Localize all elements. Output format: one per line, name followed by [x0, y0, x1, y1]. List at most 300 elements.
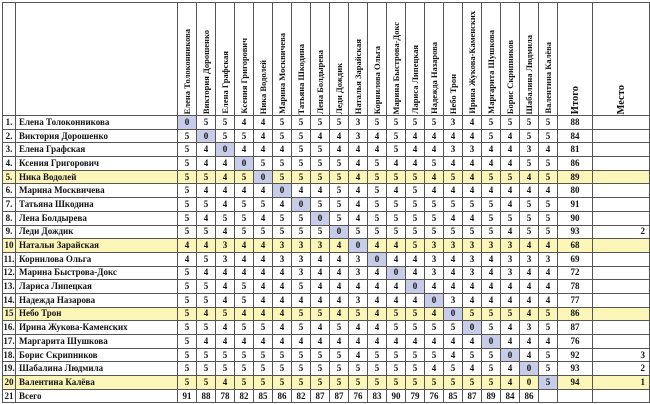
score-cell: 5	[197, 321, 216, 335]
place-cell	[593, 321, 650, 335]
score-cell: 5	[539, 170, 558, 184]
score-cell: 85	[444, 389, 463, 403]
score-cell: 4	[311, 184, 330, 198]
column-header	[539, 3, 558, 116]
header-row	[3, 3, 650, 116]
score-cell: 3	[539, 252, 558, 266]
score-cell: 4	[349, 198, 368, 212]
row-number: 15	[3, 307, 16, 321]
score-cell: 5	[444, 321, 463, 335]
score-cell: 5	[178, 129, 197, 143]
score-cell: 4	[197, 266, 216, 280]
score-cell: 4	[482, 184, 501, 198]
score-cell: 5	[406, 198, 425, 212]
column-header	[311, 3, 330, 116]
participant-name: Виктория Дорошенко	[16, 129, 178, 143]
score-cell: 4	[254, 266, 273, 280]
row-number: 18.	[3, 348, 16, 362]
score-cell: 0	[482, 335, 501, 349]
score-cell: 4	[292, 184, 311, 198]
score-cell: 4	[349, 280, 368, 294]
score-cell: 5	[311, 157, 330, 171]
score-cell: 4	[254, 184, 273, 198]
score-cell: 5	[482, 211, 501, 225]
score-cell: 84	[501, 389, 520, 403]
score-cell: 5	[539, 348, 558, 362]
score-cell: 4	[368, 266, 387, 280]
score-cell: 5	[216, 211, 235, 225]
score-cell: 3	[273, 239, 292, 253]
score-cell: 5	[330, 116, 349, 130]
score-cell: 3	[349, 129, 368, 143]
score-cell: 4	[311, 280, 330, 294]
score-cell: 4	[482, 280, 501, 294]
score-cell: 5	[216, 116, 235, 130]
score-cell: 4	[425, 280, 444, 294]
score-cell: 5	[178, 321, 197, 335]
table-row	[3, 362, 650, 376]
score-cell: 5	[406, 116, 425, 130]
score-cell: 4	[444, 252, 463, 266]
score-cell: 5	[463, 376, 482, 390]
score-cell: 5	[273, 348, 292, 362]
table-row	[3, 376, 650, 390]
column-header-label: Ника Водолей	[258, 59, 268, 114]
score-cell: 4	[463, 116, 482, 130]
score-cell: 5	[311, 143, 330, 157]
column-header-label: Борис Скрипников	[505, 39, 515, 114]
score-cell: 5	[482, 376, 501, 390]
table-row	[3, 321, 650, 335]
score-cell: 0	[330, 225, 349, 239]
score-cell: 4	[254, 211, 273, 225]
score-cell: 5	[292, 170, 311, 184]
score-cell: 5	[387, 376, 406, 390]
score-cell: 4	[406, 143, 425, 157]
score-cell: 3	[463, 252, 482, 266]
score-cell: 5	[520, 211, 539, 225]
total-header	[558, 3, 593, 116]
score-cell: 0	[520, 362, 539, 376]
score-cell: 5	[292, 376, 311, 390]
place-cell	[593, 170, 650, 184]
score-cell: 4	[425, 362, 444, 376]
column-header-label: Надежда Назарова	[429, 42, 439, 114]
score-cell: 5	[520, 116, 539, 130]
score-cell: 3	[501, 266, 520, 280]
score-cell: 3	[463, 143, 482, 157]
score-cell: 5	[273, 116, 292, 130]
score-cell: 5	[349, 225, 368, 239]
score-cell: 4	[444, 211, 463, 225]
score-cell: 4	[501, 362, 520, 376]
total-cell	[558, 389, 593, 403]
score-cell: 3	[482, 239, 501, 253]
score-cell: 4	[539, 280, 558, 294]
column-header-label: Наталья Зарайская	[353, 38, 363, 114]
score-cell: 4	[425, 143, 444, 157]
score-cell: 3	[349, 252, 368, 266]
score-cell: 5	[387, 321, 406, 335]
table-row	[3, 335, 650, 349]
score-cell: 5	[349, 376, 368, 390]
score-cell: 3	[349, 293, 368, 307]
row-number: 20	[3, 376, 16, 390]
column-header-label: Марина Москвичева	[277, 33, 287, 114]
participant-name: Надежда Назарова	[16, 293, 178, 307]
total-cell: 77	[558, 293, 593, 307]
score-cell: 4	[520, 335, 539, 349]
place-cell	[593, 184, 650, 198]
score-cell: 4	[387, 184, 406, 198]
total-cell: 91	[558, 198, 593, 212]
score-cell: 5	[425, 376, 444, 390]
score-cell: 5	[330, 211, 349, 225]
score-cell: 5	[178, 170, 197, 184]
column-header	[425, 3, 444, 116]
score-cell: 5	[197, 252, 216, 266]
score-cell: 4	[349, 184, 368, 198]
score-cell: 3	[444, 239, 463, 253]
column-header	[197, 3, 216, 116]
column-header	[520, 3, 539, 116]
score-cell: 5	[273, 157, 292, 171]
participant-name: Ксения Григорович	[16, 157, 178, 171]
total-cell: 90	[558, 211, 593, 225]
score-cell: 5	[178, 266, 197, 280]
score-cell: 5	[292, 157, 311, 171]
total-cell: 69	[558, 252, 593, 266]
score-cell: 4	[501, 321, 520, 335]
score-cell: 0	[520, 376, 539, 390]
score-cell: 5	[520, 198, 539, 212]
score-cell: 4	[311, 293, 330, 307]
score-cell: 5	[349, 362, 368, 376]
score-cell: 4	[463, 184, 482, 198]
total-cell: 80	[558, 184, 593, 198]
score-cell: 4	[539, 266, 558, 280]
participant-name: Всего	[16, 389, 178, 403]
score-cell: 4	[406, 335, 425, 349]
table-row	[3, 116, 650, 130]
score-cell: 5	[406, 184, 425, 198]
score-cell: 4	[197, 335, 216, 349]
score-cell: 4	[197, 184, 216, 198]
score-cell: 5	[444, 362, 463, 376]
place-cell	[593, 293, 650, 307]
score-cell: 5	[520, 157, 539, 171]
score-cell: 5	[387, 362, 406, 376]
score-cell: 4	[463, 335, 482, 349]
total-cell: 93	[558, 362, 593, 376]
score-cell: 0	[254, 170, 273, 184]
score-cell: 5	[178, 362, 197, 376]
column-header-label: Ирина Жукова-Каменских	[467, 11, 477, 114]
table-body	[3, 116, 650, 403]
score-cell: 4	[254, 239, 273, 253]
place-cell: 2	[593, 362, 650, 376]
score-cell: 86	[273, 389, 292, 403]
participant-name: Марина Быстрова-Докс	[16, 266, 178, 280]
score-cell: 4	[273, 321, 292, 335]
score-cell: 4	[235, 266, 254, 280]
score-cell: 0	[197, 129, 216, 143]
score-cell: 4	[387, 293, 406, 307]
total-cell: 76	[558, 335, 593, 349]
score-cell: 4	[501, 280, 520, 294]
score-cell: 4	[520, 280, 539, 294]
table-row	[3, 293, 650, 307]
column-header-label: Татьяна Шкодина	[296, 43, 306, 114]
table-row	[3, 170, 650, 184]
score-cell: 5	[311, 170, 330, 184]
score-cell: 5	[444, 225, 463, 239]
row-number: 8.	[3, 211, 16, 225]
total-cell: 78	[558, 280, 593, 294]
score-cell: 4	[292, 335, 311, 349]
score-cell: 5	[425, 225, 444, 239]
results-table	[2, 2, 650, 403]
score-cell: 5	[368, 184, 387, 198]
score-cell: 5	[197, 293, 216, 307]
score-cell: 5	[406, 307, 425, 321]
table-row	[3, 266, 650, 280]
score-cell: 5	[273, 362, 292, 376]
score-cell: 5	[425, 116, 444, 130]
score-cell: 4	[501, 335, 520, 349]
score-cell: 5	[387, 116, 406, 130]
score-cell: 5	[273, 211, 292, 225]
score-cell: 5	[387, 211, 406, 225]
score-cell: 3	[501, 252, 520, 266]
score-cell: 5	[368, 157, 387, 171]
score-cell: 4	[482, 266, 501, 280]
column-header	[216, 3, 235, 116]
score-cell: 4	[311, 129, 330, 143]
score-cell: 3	[216, 239, 235, 253]
participant-name: Шабалина Людмила	[16, 362, 178, 376]
column-header	[178, 3, 197, 116]
column-header-label: Елена Толоконникова	[182, 28, 192, 114]
score-cell: 5	[482, 116, 501, 130]
score-cell: 5	[235, 170, 254, 184]
score-cell: 5	[406, 211, 425, 225]
score-cell: 4	[463, 211, 482, 225]
score-cell: 5	[178, 143, 197, 157]
score-cell: 5	[292, 307, 311, 321]
score-cell: 4	[425, 170, 444, 184]
score-cell: 4	[368, 280, 387, 294]
total-cell: 84	[558, 129, 593, 143]
column-header-label: Шабалина Людмила	[524, 34, 534, 114]
score-cell: 3	[216, 252, 235, 266]
score-cell	[539, 389, 558, 403]
column-header	[254, 3, 273, 116]
column-header	[368, 3, 387, 116]
total-cell: 81	[558, 143, 593, 157]
score-cell: 5	[387, 129, 406, 143]
score-cell: 5	[235, 280, 254, 294]
score-cell: 4	[216, 184, 235, 198]
score-cell: 4	[501, 293, 520, 307]
score-cell: 5	[330, 348, 349, 362]
score-cell: 5	[273, 170, 292, 184]
score-cell: 5	[197, 116, 216, 130]
score-cell: 5	[444, 170, 463, 184]
column-header	[387, 3, 406, 116]
score-cell: 4	[444, 348, 463, 362]
score-cell: 87	[463, 389, 482, 403]
score-cell: 5	[292, 348, 311, 362]
score-cell: 0	[501, 348, 520, 362]
score-cell: 5	[330, 170, 349, 184]
score-cell: 0	[444, 307, 463, 321]
table-row	[3, 157, 650, 171]
row-number: 4.	[3, 157, 16, 171]
score-cell: 3	[520, 143, 539, 157]
score-cell: 0	[178, 116, 197, 130]
score-cell: 0	[387, 266, 406, 280]
score-cell: 4	[444, 266, 463, 280]
score-cell: 4	[235, 239, 254, 253]
score-cell: 4	[482, 293, 501, 307]
place-cell	[593, 116, 650, 130]
score-cell: 4	[197, 211, 216, 225]
score-cell: 4	[330, 266, 349, 280]
score-cell: 5	[197, 170, 216, 184]
score-cell: 5	[292, 321, 311, 335]
participant-name: Леди Дождик	[16, 225, 178, 239]
row-number: 10	[3, 239, 16, 253]
column-header-label: Небо Трон	[448, 73, 458, 114]
score-cell: 4	[273, 280, 292, 294]
table-row	[3, 225, 650, 239]
score-cell: 0	[311, 211, 330, 225]
score-cell: 4	[520, 348, 539, 362]
participant-name: Лариса Липецкая	[16, 280, 178, 294]
score-cell: 4	[235, 252, 254, 266]
score-cell: 3	[425, 266, 444, 280]
score-cell: 5	[178, 157, 197, 171]
score-cell: 5	[539, 362, 558, 376]
score-cell: 4	[330, 280, 349, 294]
score-cell: 5	[368, 362, 387, 376]
score-cell: 4	[292, 293, 311, 307]
score-cell: 4	[520, 293, 539, 307]
score-cell: 5	[254, 157, 273, 171]
place-cell	[593, 198, 650, 212]
score-cell: 4	[406, 293, 425, 307]
score-cell: 4	[216, 225, 235, 239]
score-cell: 3	[444, 116, 463, 130]
score-cell: 82	[235, 389, 254, 403]
score-cell: 0	[216, 143, 235, 157]
score-cell: 5	[311, 225, 330, 239]
score-cell: 3	[463, 266, 482, 280]
score-cell: 4	[235, 143, 254, 157]
score-cell: 5	[311, 307, 330, 321]
score-cell: 4	[216, 266, 235, 280]
score-cell: 4	[368, 293, 387, 307]
score-cell: 4	[330, 239, 349, 253]
place-cell	[593, 389, 650, 403]
score-cell: 5	[539, 225, 558, 239]
score-cell: 5	[406, 362, 425, 376]
score-cell: 0	[425, 293, 444, 307]
score-cell: 5	[216, 307, 235, 321]
score-cell: 5	[235, 321, 254, 335]
score-cell: 4	[216, 321, 235, 335]
column-header-label: Маргарита Шушкова	[486, 30, 496, 114]
row-number: 9.	[3, 225, 16, 239]
column-header-label: Лариса Липецкая	[410, 45, 420, 114]
score-cell: 5	[444, 198, 463, 212]
score-cell: 4	[368, 335, 387, 349]
score-cell: 4	[444, 335, 463, 349]
row-number: 1.	[3, 116, 16, 130]
score-cell: 5	[406, 321, 425, 335]
score-cell: 5	[197, 348, 216, 362]
place-cell	[593, 129, 650, 143]
score-cell: 86	[520, 389, 539, 403]
score-cell: 4	[197, 307, 216, 321]
score-cell: 5	[330, 157, 349, 171]
score-cell: 4	[311, 266, 330, 280]
score-cell: 0	[463, 321, 482, 335]
score-cell: 5	[482, 129, 501, 143]
score-cell: 5	[539, 307, 558, 321]
score-cell: 4	[235, 184, 254, 198]
column-header	[292, 3, 311, 116]
score-cell: 5	[197, 362, 216, 376]
score-cell: 4	[520, 184, 539, 198]
score-cell: 5	[311, 348, 330, 362]
header-num-cell	[3, 3, 16, 116]
score-cell: 4	[349, 348, 368, 362]
score-cell: 3	[292, 239, 311, 253]
score-cell: 5	[235, 225, 254, 239]
place-cell	[593, 157, 650, 171]
score-cell: 0	[292, 198, 311, 212]
row-number: 3.	[3, 143, 16, 157]
score-cell: 83	[368, 389, 387, 403]
score-cell: 5	[197, 280, 216, 294]
place-cell	[593, 335, 650, 349]
score-cell: 5	[444, 376, 463, 390]
score-cell: 4	[406, 157, 425, 171]
score-cell: 4	[368, 239, 387, 253]
participant-name: Татьяна Шкодина	[16, 198, 178, 212]
score-cell: 5	[292, 129, 311, 143]
column-header	[463, 3, 482, 116]
score-cell: 5	[197, 225, 216, 239]
table-row	[3, 348, 650, 362]
place-cell	[593, 252, 650, 266]
score-cell: 87	[311, 389, 330, 403]
score-cell: 4	[406, 266, 425, 280]
score-cell: 4	[216, 170, 235, 184]
score-cell: 5	[425, 157, 444, 171]
score-cell: 5	[273, 129, 292, 143]
row-number: 5.	[3, 170, 16, 184]
score-cell: 3	[311, 239, 330, 253]
score-cell: 4	[330, 335, 349, 349]
score-cell: 82	[292, 389, 311, 403]
place-header	[593, 3, 650, 116]
score-cell: 5	[482, 198, 501, 212]
score-cell: 5	[387, 170, 406, 184]
score-cell: 4	[520, 239, 539, 253]
